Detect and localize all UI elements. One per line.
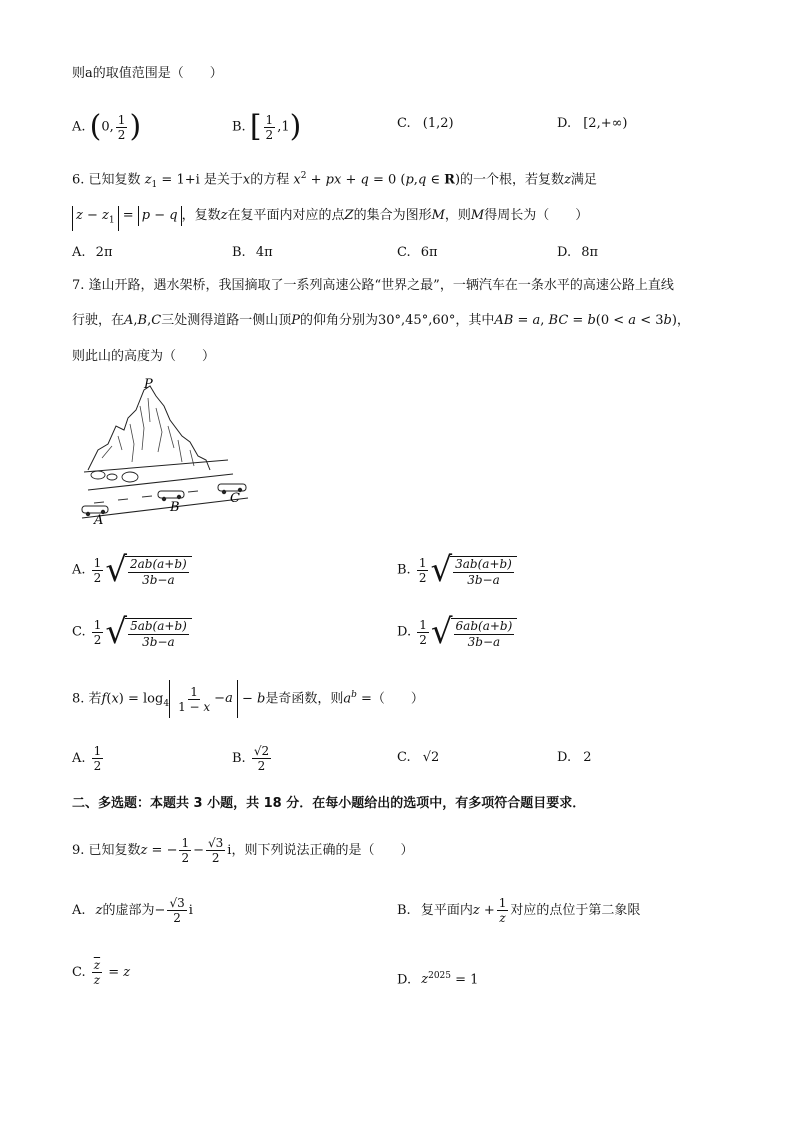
q6-option-d[interactable]: D. 8π — [557, 245, 599, 260]
q8-option-a[interactable]: A. $\frac{1}{2}$ — [72, 744, 102, 773]
question-7-line-3: 则此山的高度为（ ） — [72, 349, 216, 364]
q7-option-d[interactable]: D. $\frac{1}{2}$ √ $\frac{6ab(a+b)}{3b-a}$ — [397, 614, 517, 650]
q5-option-d[interactable]: D. [2,+∞) — [557, 116, 628, 131]
question-9: 9. 已知复数z = − $\frac{1}{2}$ − $\frac{√3}{2}$ i，则下列说法正确的是（ ） — [72, 836, 414, 865]
question-7-line-1: 7. 逢山开路，遇水架桥，我国摘取了一系列高速公路“世界之最”，一辆汽车在一条水平的高速公路上直线 — [72, 278, 674, 293]
section-2-heading: 二、多选题：本题共 3 小题，共 18 分．在每小题给出的选项中，有多项符合题目要求． — [72, 796, 586, 811]
q6-option-a[interactable]: A. 2π — [72, 245, 113, 260]
q6-option-c[interactable]: C. 6π — [397, 245, 438, 260]
question-5-tail — [72, 64, 223, 84]
q7-option-b[interactable]: B. $\frac{1}{2}$ √ $\frac{3ab(a+b)}{3b-a}$ — [397, 552, 517, 588]
q8-option-c[interactable]: C. √2 — [397, 750, 440, 765]
q7-option-a[interactable]: A. $\frac{1}{2}$ √ $\frac{2ab(a+b)}{3b-a}$ — [72, 552, 192, 588]
q8-option-b[interactable]: B. $\frac{√2}{2}$ — [232, 744, 270, 773]
question-6-line-1: 6. 已知复数 $z_1 = 1+i$ 是关于x的方程 $x^2$ + px + q = 0 (p,q ∈ R)的一个根，若复数z满足 — [72, 171, 597, 190]
q5-option-c[interactable]: C. (1,2) — [397, 116, 454, 131]
q6-option-b[interactable]: B. 4π — [232, 245, 273, 260]
question-5-text: 则a的取值范围是（ ） — [72, 66, 223, 81]
mountain-road-figure — [78, 378, 256, 528]
question-8: 8. 若$f(x) = \log_4$ $\frac{1}{1 - x}$ − a − b是奇函数，则$a^b$ =（ ） — [72, 680, 424, 718]
q9-option-d[interactable]: D. $z^{2025} = 1$ — [397, 971, 479, 988]
q5-option-b[interactable]: B. [ $\frac{1}{2}$ ,1) — [232, 109, 302, 144]
label-c: C — [230, 491, 240, 506]
question-7-line-2: 行驶，在A,B,C三处测得道路一侧山顶P的仰角分别为30°,45°,60°，其中AB = a, BC = b(0 < a < 3b)， — [72, 313, 690, 328]
label-a: A — [94, 513, 104, 528]
q8-option-d[interactable]: D. 2 — [557, 750, 592, 765]
q9-option-c[interactable]: C. $\frac{\overline{z}}{z}$ = z — [72, 958, 131, 987]
question-6-line-2: $z - z_1 = p - q$ ，复数z在复平面内对应的点Z的集合为图形M，则M得周长为（ ） — [72, 206, 588, 231]
q9-option-a[interactable]: A. z的虚部为− $\frac{√3}{2}$ i — [72, 896, 193, 925]
q7-option-c[interactable]: C. $\frac{1}{2}$ √ $\frac{5ab(a+b)}{3b-a}$ — [72, 614, 192, 650]
q5-option-a[interactable]: A. (0, $\frac{1}{2}$ ) — [72, 109, 142, 144]
label-b: B — [170, 500, 180, 515]
label-p: P — [144, 378, 153, 392]
q9-option-b[interactable]: B. 复平面内z + $\frac{1}{z}$ 对应的点位于第二象限 — [397, 896, 641, 925]
